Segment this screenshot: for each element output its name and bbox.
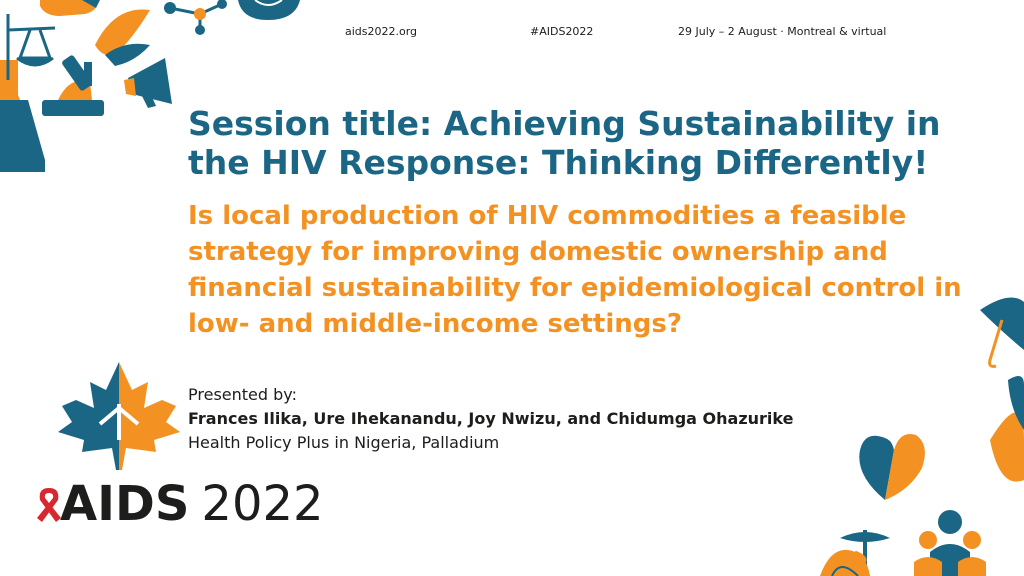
- heart-icon: [859, 434, 925, 500]
- header-hashtag: #AIDS2022: [530, 25, 594, 38]
- presentation-question: Is local production of HIV commodities a feasible strategy for improving domestic ownership and financial sustainability for epidemiological control in low- and middle-income settings?: [188, 201, 962, 339]
- hand-right-icon: [990, 376, 1024, 482]
- session-title: Session title: Achieving Sustainability in the HIV Response: Thinking Differently!: [188, 104, 941, 182]
- bottom-right-decoration: [830, 290, 1024, 576]
- globe-icon: [238, 0, 300, 20]
- header-website: aids2022.org: [345, 25, 418, 38]
- megaphone-icon: [124, 58, 172, 108]
- maple-leaf-icon: [56, 360, 182, 472]
- red-ribbon-icon: [36, 486, 62, 524]
- header-dates: 29 July – 2 August · Montreal & virtual: [678, 25, 887, 38]
- presenter-names: Frances Ilika, Ure Ihekanandu, Joy Nwizu, and Chidumga Ohazurike: [188, 409, 794, 428]
- logo-aids-text: AIDS: [60, 476, 190, 532]
- umbrella-icon: [980, 298, 1024, 367]
- presented-by-label: Presented by:: [188, 385, 297, 404]
- logo-year-text: 2022: [201, 476, 324, 532]
- microscope-icon: [42, 54, 104, 116]
- globe-bottom-icon: [820, 550, 870, 576]
- hand-icon: [40, 0, 100, 16]
- molecule-icon: [164, 0, 227, 35]
- dove-icon: [95, 9, 150, 66]
- people-icon: [914, 510, 986, 576]
- aids-2022-logo: [60, 476, 324, 532]
- presenter-organization: Health Policy Plus in Nigeria, Palladium: [188, 433, 500, 452]
